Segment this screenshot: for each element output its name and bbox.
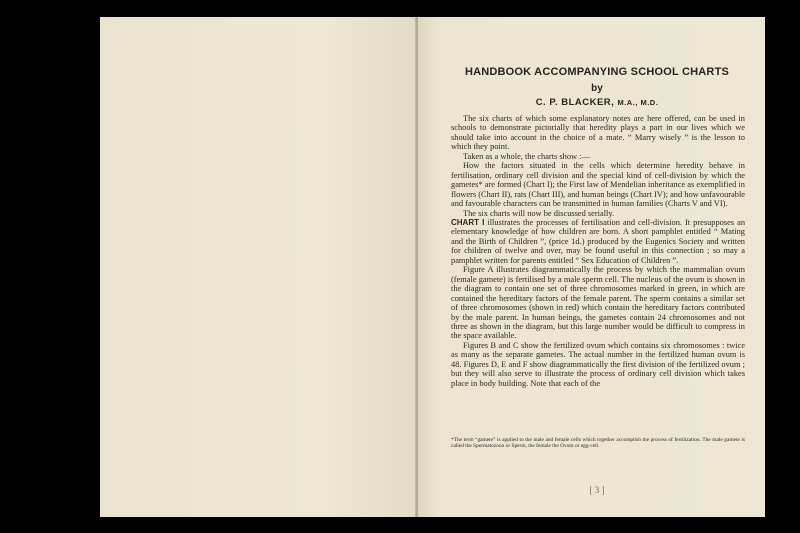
paragraph: Figures B and C show the fertilized ovum which contains six chromosomes : twice as many as the separate gametes. The actual number in the fertilized human ovum is 48. Figures D, E and F show diagrammatically the first division of the fertilized ovum ; but they will also serve to illustrate the process of ordinary cell division which takes place in body building. Note that each of the	[451, 340, 745, 388]
author-line	[438, 97, 756, 108]
author-name: C. P. BLACKER,	[535, 97, 615, 108]
page-number: [ 3 ]	[589, 485, 605, 495]
chart-one-text: illustrates the processes of fertilisation and cell-division. It presupposes an elementary knowledge of how children are born. A short pamphlet entitled “ Mating and the Birth of Children ”, (price 1d.) produced by the Eugenics Society and written for children of twelve and over, may be found useful in this connection ; so may a pamphlet written for parents entitled “ Sex Education of Children ”.	[451, 217, 745, 265]
paragraph: The six charts of which some explanatory notes are here offered, can be used in schools to demonstrate pictorially that heredity plays a part in our lives which we should take into account in the choice of a mate. “ Marry wisely ” is the lesson to which they point.	[451, 114, 745, 152]
footnote: *The term “gamete” is applied to the male and female cells which together accomplish the process of fertilization. The male gamete is called the Spermatozoon or Sperm, the female the Ovum or egg-cell.	[451, 437, 745, 450]
page-title: HANDBOOK ACCOMPANYING SCHOOL CHARTS	[464, 66, 730, 78]
byline-by: by	[591, 83, 603, 94]
paragraph: How the factors situated in the cells which determine heredity behave in fertilisation, ordinary cell division and the special kind of cell-division by which the gametes* are formed (Chart I); the First law of Mendelian inheritance as exemplified in flowers (Chart II), rats (Chart III), and human beings (Chart IV); and how unfavourable and favourable characters can be transmitted in human families (Charts V and VI).	[451, 161, 745, 209]
paragraph: The six charts will now be discussed serially.	[463, 208, 615, 218]
paragraph: Figure A illustrates diagrammatically the process by which the mammalian ovum (female gamete) is fertilised by a male sperm cell. The nucleus of the ovum is shown in the diagram to contain one set of three chromosomes marked in green, in which are contained the hereditary factors of the female parent. The sperm contains a similar set of three chromosomes (shown in red) which contain the hereditary factors contributed by the male parent. In human beings, the gametes contain 24 chromosomes and not three as shown in the diagram, but this large number would be difficult to compress in the space available.	[451, 265, 745, 341]
author-degrees: M.A., M.D.	[617, 98, 659, 107]
paragraph: Taken as a whole, the charts show :—	[463, 151, 590, 161]
chart-one-label: CHART I	[451, 217, 485, 227]
body-text	[451, 114, 745, 434]
chart-one-paragraph	[451, 218, 745, 265]
left-page-blank	[100, 17, 416, 517]
